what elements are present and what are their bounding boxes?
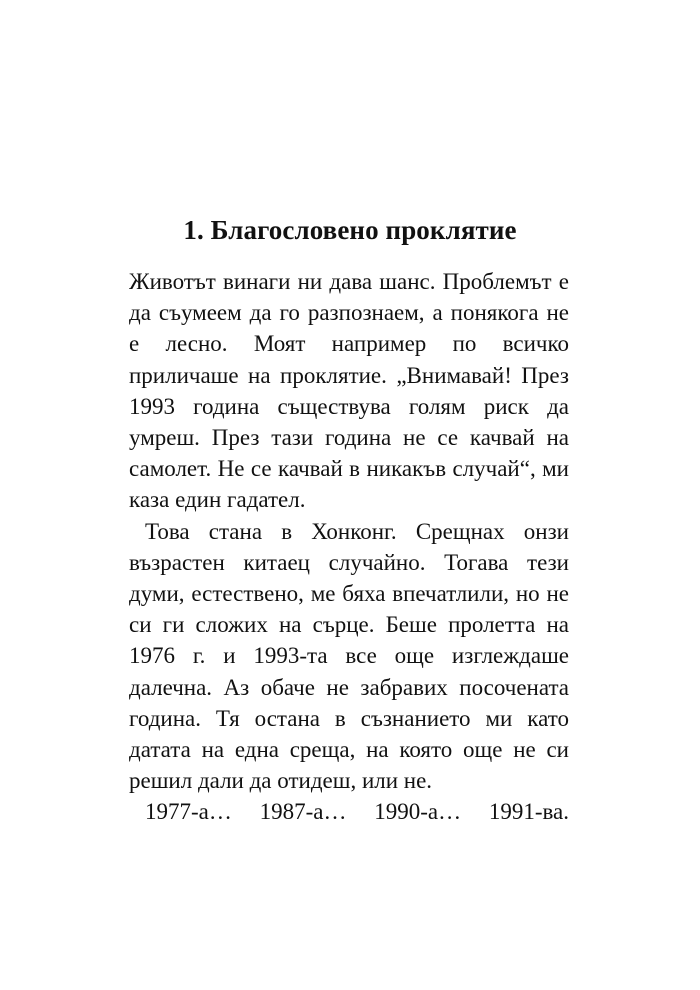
chapter-body — [129, 266, 569, 828]
paragraph: Животът винаги ни дава шанс. Проблемът е да съумеем да го разпознаем, а понякога не е лесно. Моят например по всичко приличаше на проклятие. „Внимавай! През 1993 година съществува голям риск да умреш. През тази година не се качвай на самолет. Не се качвай в никакъв случай“, ми каза един гадател. — [129, 269, 569, 513]
chapter-title: 1. Благословено проклятие — [183, 215, 517, 246]
paragraph: 1977-а… 1987-а… 1990-а… 1991-ва. — [145, 799, 569, 825]
paragraph: Това стана в Хонконг. Срещнах онзи възрастен китаец случайно. Тогава тези думи, естествено, ме бяха впечатлили, но не си ги сложих на сърце. Беше пролетта на 1976 г. и 1993-та все още изглеждаше далечна. Аз обаче не забравих посочената година. Тя остана в съзнанието ми като датата на една среща, на която още не си решил дали да отидеш, или не. — [129, 518, 569, 794]
